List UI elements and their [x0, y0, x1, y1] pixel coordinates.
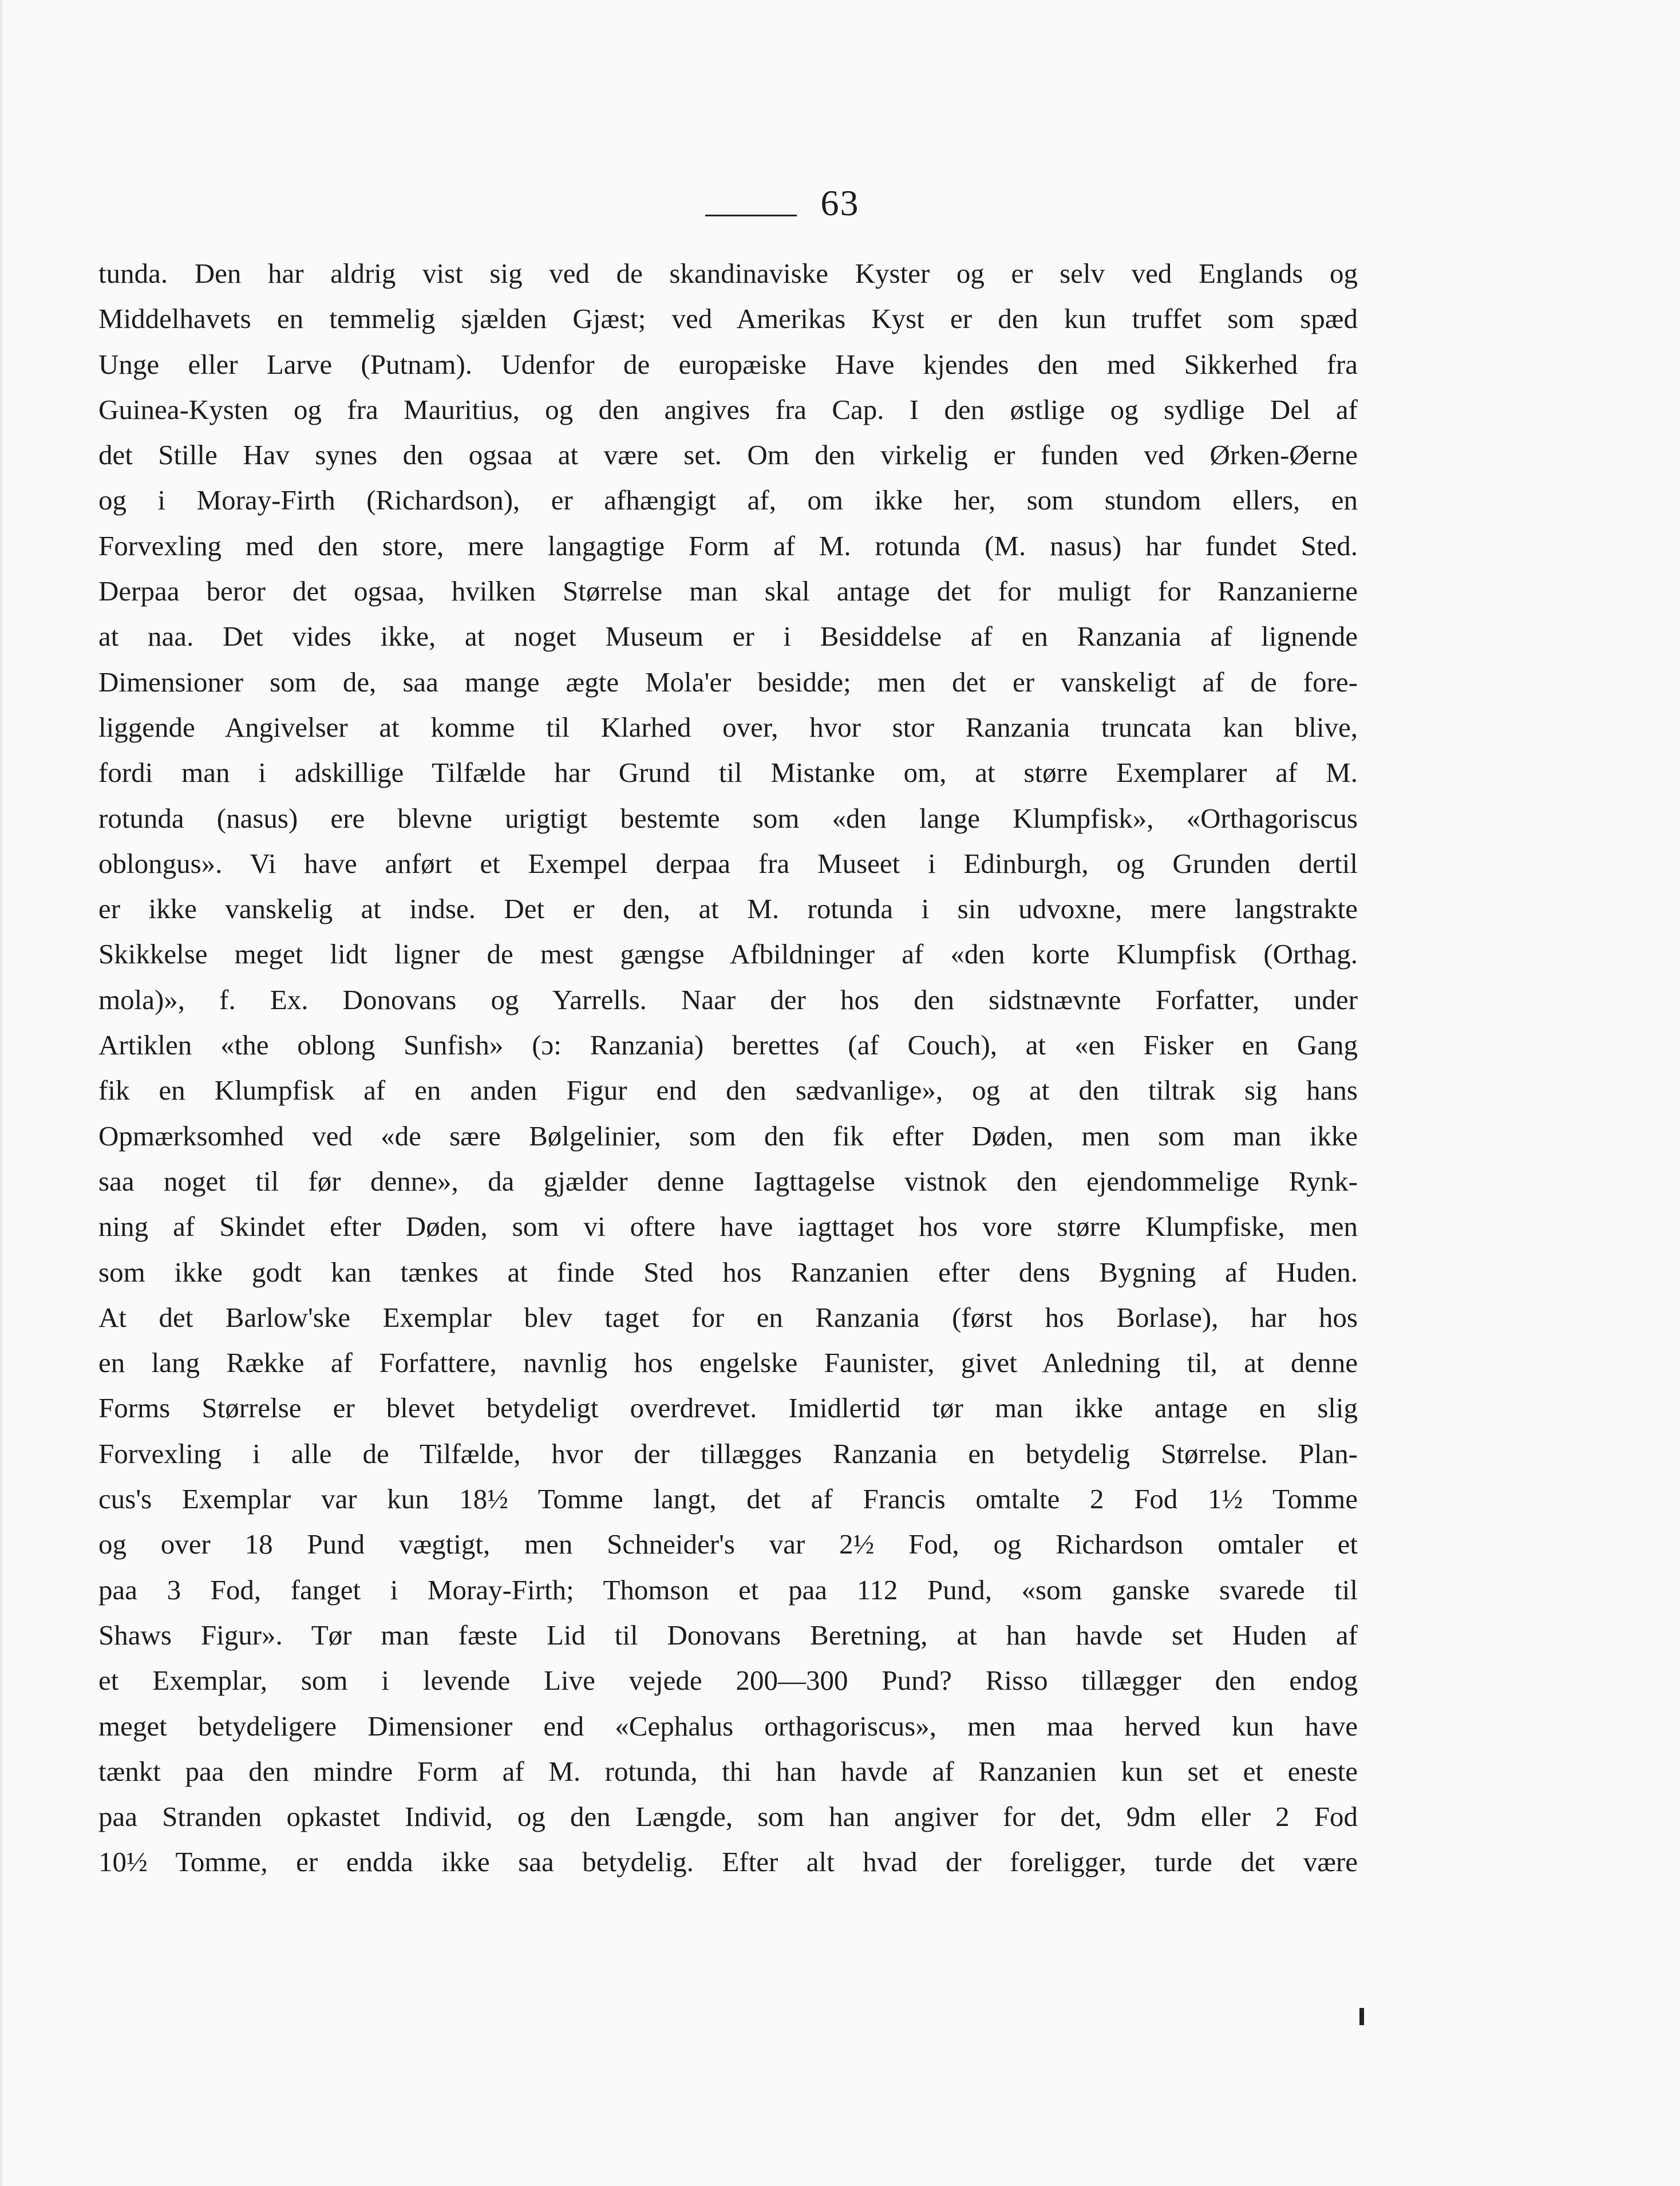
text-line: Derpaa beror det ogsaa, hvilken Størrelse man skal antage det for muligt for Ranzanierne — [98, 575, 1358, 607]
text-line: saa noget til før denne», da gjælder denne Iagttagelse vistnok den ejendommelige Rynk- — [98, 1165, 1358, 1197]
text-line: en lang Række af Forfattere, navnlig hos engelske Faunister, givet Anledning til, at denne — [98, 1347, 1358, 1379]
text-line: og i Moray-Firth (Richardson), er afhængigt af, om ikke her, som stundom ellers, en — [98, 484, 1358, 516]
text-line: At det Barlow'ske Exemplar blev taget for en Ranzania (først hos Borlase), har hos — [98, 1301, 1358, 1333]
text-line: og over 18 Pund vægtigt, men Schneider's var 2½ Fod, og Richardson omtaler et — [98, 1528, 1358, 1560]
text-line: Unge eller Larve (Putnam). Udenfor de europæiske Have kjendes den med Sikkerhed fra — [98, 348, 1358, 380]
text-line: cus's Exemplar var kun 18½ Tomme langt, det af Francis omtalte 2 Fod 1½ Tomme — [98, 1483, 1358, 1515]
text-line: tunda. Den har aldrig vist sig ved de skandinaviske Kyster og er selv ved Englands og — [98, 258, 1358, 289]
text-line: fik en Klumpfisk af en anden Figur end den sædvanlige», og at den tiltrak sig hans — [98, 1074, 1358, 1106]
body-text — [98, 251, 1358, 1885]
text-line: et Exemplar, som i levende Live vejede 200—300 Pund? Risso tillægger den endog — [98, 1665, 1358, 1697]
text-line: Opmærksomhed ved «de sære Bølgelinier, som den fik efter Døden, men som man ikke — [98, 1120, 1358, 1152]
text-line: Forms Størrelse er blevet betydeligt overdrevet. Imidlertid tør man ikke antage en slig — [98, 1392, 1358, 1424]
page-number-rule — [705, 215, 797, 216]
text-line: fordi man i adskillige Tilfælde har Grund til Mistanke om, at større Exemplarer af M. — [98, 757, 1358, 789]
text-line: det Stille Hav synes den ogsaa at være set. Om den virkelig er funden ved Ørken-Øerne — [98, 439, 1358, 471]
text-line: Skikkelse meget lidt ligner de mest gængse Afbildninger af «den korte Klumpfisk (Orthag. — [98, 938, 1358, 970]
page-number: 63 — [820, 183, 860, 223]
stray-ink-mark — [1359, 2008, 1364, 2025]
text-line: Middelhavets en temmelig sjælden Gjæst; ved Amerikas Kyst er den kun truffet som spæd — [98, 303, 1358, 335]
text-line: er ikke vanskelig at indse. Det er den, at M. rotunda i sin udvoxne, mere langstrakte — [98, 893, 1358, 925]
text-line: mola)», f. Ex. Donovans og Yarrells. Naar der hos den sidstnævnte Forfatter, under — [98, 983, 1358, 1015]
text-line: Artiklen «the oblong Sunfish» (ɔ: Ranzania) berettes (af Couch), at «en Fisker en Gang — [98, 1029, 1358, 1061]
text-line: paa Stranden opkastet Individ, og den Længde, som han angiver for det, 9dm eller 2 Fod — [98, 1801, 1358, 1833]
text-line: meget betydeligere Dimensioner end «Cephalus orthagoriscus», men maa herved kun have — [98, 1710, 1358, 1742]
text-line: paa 3 Fod, fanget i Moray-Firth; Thomson et paa 112 Pund, «som ganske svarede til — [98, 1574, 1358, 1606]
text-line: at naa. Det vides ikke, at noget Museum er i Besiddelse af en Ranzania af lignende — [98, 620, 1358, 653]
text-line: tænkt paa den mindre Form af M. rotunda, thi han havde af Ranzanien kun set et eneste — [98, 1755, 1358, 1787]
text-line: Shaws Figur». Tør man fæste Lid til Donovans Beretning, at han havde set Huden af — [98, 1619, 1358, 1651]
text-line: Guinea-Kysten og fra Mauritius, og den angives fra Cap. I den østlige og sydlige Del af — [98, 393, 1358, 425]
text-line: Dimensioner som de, saa mange ægte Mola'er besidde; men det er vanskeligt af de fore- — [98, 666, 1358, 698]
text-line: liggende Angivelser at komme til Klarhed over, hvor stor Ranzania truncata kan blive, — [98, 711, 1358, 743]
text-line: Forvexling i alle de Tilfælde, hvor der tillægges Ranzania en betydelig Størrelse. Plan- — [98, 1437, 1358, 1469]
text-line: 10½ Tomme, er endda ikke saa betydelig. Efter alt hvad der foreligger, turde det være — [98, 1846, 1358, 1878]
text-line: ning af Skindet efter Døden, som vi oftere have iagttaget hos vore større Klumpfiske, men — [98, 1211, 1358, 1243]
text-line: rotunda (nasus) ere blevne urigtigt bestemte som «den lange Klumpfisk», «Orthagoriscus — [98, 802, 1358, 834]
text-line: oblongus». Vi have anført et Exempel derpaa fra Museet i Edinburgh, og Grunden dertil — [98, 847, 1358, 879]
text-line: Forvexling med den store, mere langagtige Form af M. rotunda (M. nasus) har fundet Sted. — [98, 529, 1358, 562]
page-edge-shadow — [0, 0, 3, 2186]
text-line: som ikke godt kan tænkes at finde Sted hos Ranzanien efter dens Bygning af Huden. — [98, 1256, 1358, 1288]
